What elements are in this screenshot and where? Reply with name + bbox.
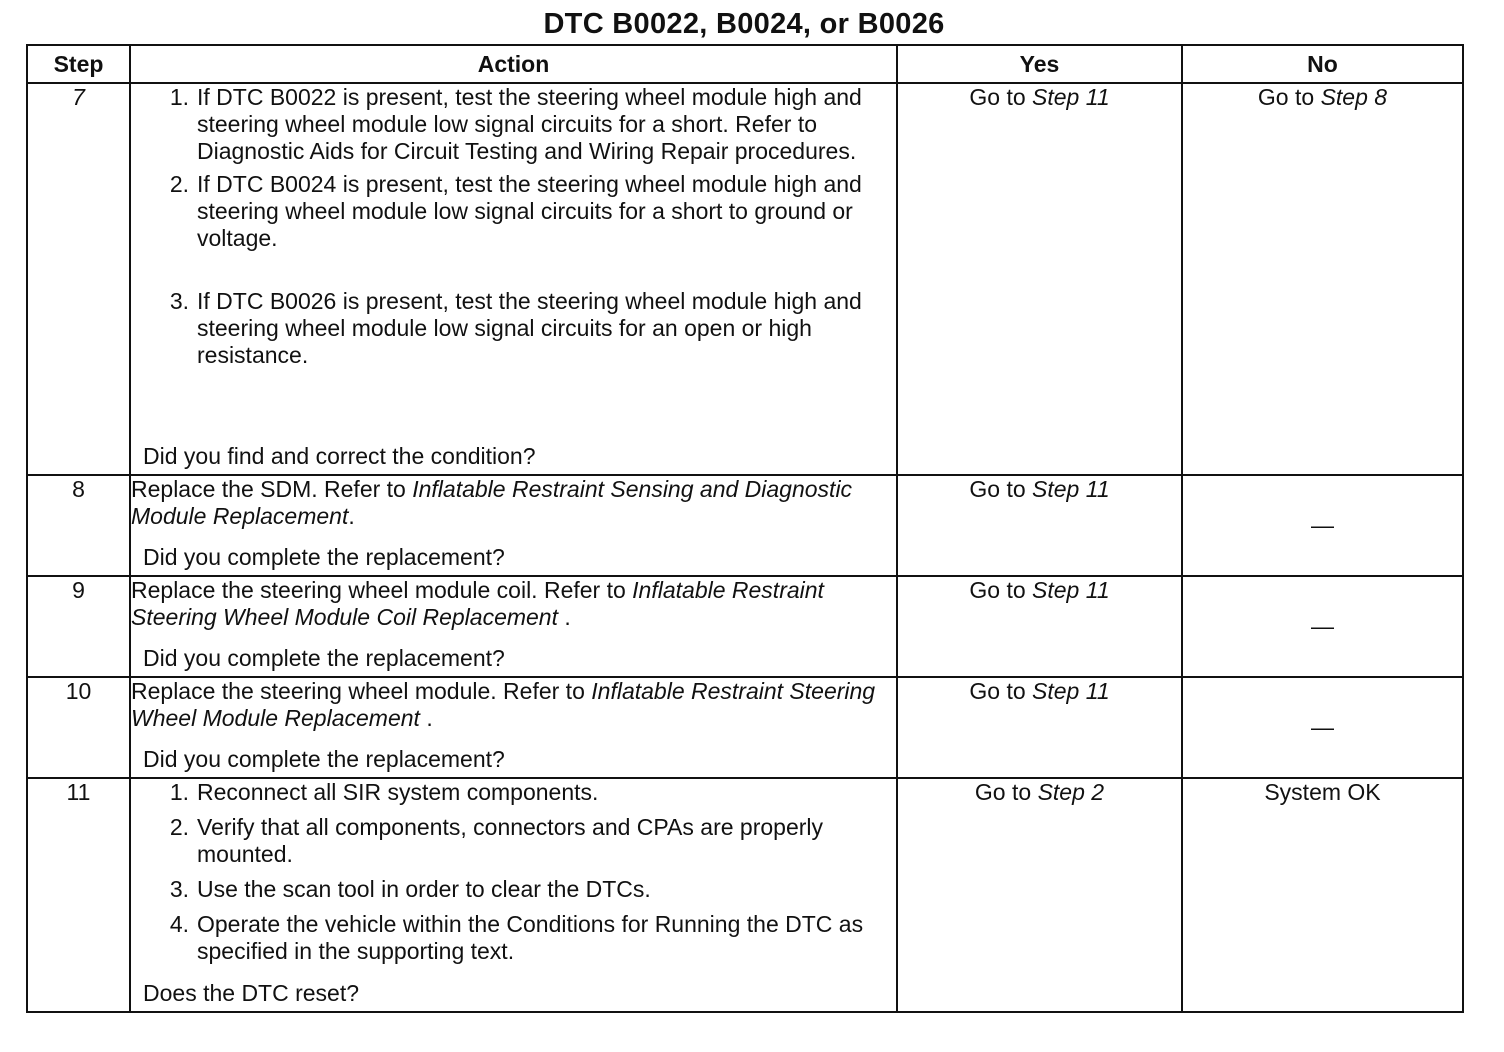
step-number: 10 [27, 677, 130, 778]
no-cell: Go to Step 8 [1182, 83, 1463, 475]
no-cell: System OK [1182, 778, 1463, 1012]
action-cell [130, 83, 897, 475]
yes-cell: Go to Step 11 [897, 576, 1182, 677]
table-row-step-9 [27, 576, 1463, 677]
header-step: Step [27, 45, 130, 83]
step-link: Step 11 [1032, 577, 1110, 603]
reference-title: Inflatable Restraint Steering Wheel Module Replacement [131, 678, 876, 731]
table-row-step-10 [27, 677, 1463, 778]
header-no: No [1182, 45, 1463, 83]
yes-cell: Go to Step 2 [897, 778, 1182, 1012]
table-row-step-11 [27, 778, 1463, 1012]
list-item: 2. If DTC B0024 is present, test the steering wheel module high and steering wheel module low signal circuits for a short to ground or voltage. [169, 171, 862, 251]
yes-cell: Go to Step 11 [897, 83, 1182, 475]
question-text: Did you find and correct the condition? [143, 443, 536, 469]
no-cell: — [1182, 576, 1463, 677]
step-number: 7 [27, 83, 130, 475]
action-text: Replace the steering wheel module. Refer to Inflatable Restraint Steering Wheel Module Replacement . [131, 678, 876, 731]
question-text: Does the DTC reset? [143, 980, 360, 1006]
reference-title: Inflatable Restraint Steering Wheel Module Coil Replacement [131, 577, 824, 630]
action-cell [130, 778, 897, 1012]
step-link: Step 8 [1320, 84, 1388, 110]
list-item: 2. Verify that all components, connectors and CPAs are properly mounted. [169, 814, 824, 867]
question-text: Did you complete the replacement? [143, 544, 505, 570]
list-item: 1. If DTC B0022 is present, test the steering wheel module high and steering wheel module low signal circuits for a short. Refer to Diagnostic Aids for Circuit Testing and Wiring Repair procedures. [169, 84, 862, 164]
list-item: 4. Operate the vehicle within the Conditions for Running the DTC as specified in the supporting text. [169, 911, 864, 964]
action-text: Replace the steering wheel module coil. Refer to Inflatable Restraint Steering Wheel Module Coil Replacement . [131, 577, 824, 630]
no-cell: — [1182, 475, 1463, 576]
action-list [131, 84, 896, 369]
question-text: Did you complete the replacement? [143, 645, 505, 671]
step-number: 11 [27, 778, 130, 1012]
header-yes: Yes [897, 45, 1182, 83]
step-number: 8 [27, 475, 130, 576]
action-list [131, 779, 896, 965]
no-cell: — [1182, 677, 1463, 778]
list-item: 3. Use the scan tool in order to clear the DTCs. [169, 876, 651, 902]
step-link: Step 11 [1032, 678, 1110, 704]
step-link: Step 11 [1032, 476, 1110, 502]
yes-cell: Go to Step 11 [897, 677, 1182, 778]
table-row-step-7 [27, 83, 1463, 475]
list-item: 1. Reconnect all SIR system components. [169, 779, 599, 805]
table-row-step-8 [27, 475, 1463, 576]
reference-title: Inflatable Restraint Sensing and Diagnostic Module Replacement [131, 476, 853, 529]
action-cell [130, 576, 897, 677]
list-item: 3. If DTC B0026 is present, test the steering wheel module high and steering wheel module low signal circuits for an open or high resistance. [169, 288, 862, 368]
header-action: Action [130, 45, 897, 83]
step-link: Step 11 [1032, 84, 1110, 110]
table-header-row [27, 45, 1463, 83]
question-text: Did you complete the replacement? [143, 746, 505, 772]
action-text: Replace the SDM. Refer to Inflatable Restraint Sensing and Diagnostic Module Replacement. [131, 476, 853, 529]
step-link: Step 2 [1037, 779, 1105, 805]
action-cell [130, 475, 897, 576]
page-title: DTC B0022, B0024, or B0026 [543, 8, 945, 40]
yes-cell: Go to Step 11 [897, 475, 1182, 576]
dtc-table [26, 44, 1464, 1013]
action-cell [130, 677, 897, 778]
step-number: 9 [27, 576, 130, 677]
